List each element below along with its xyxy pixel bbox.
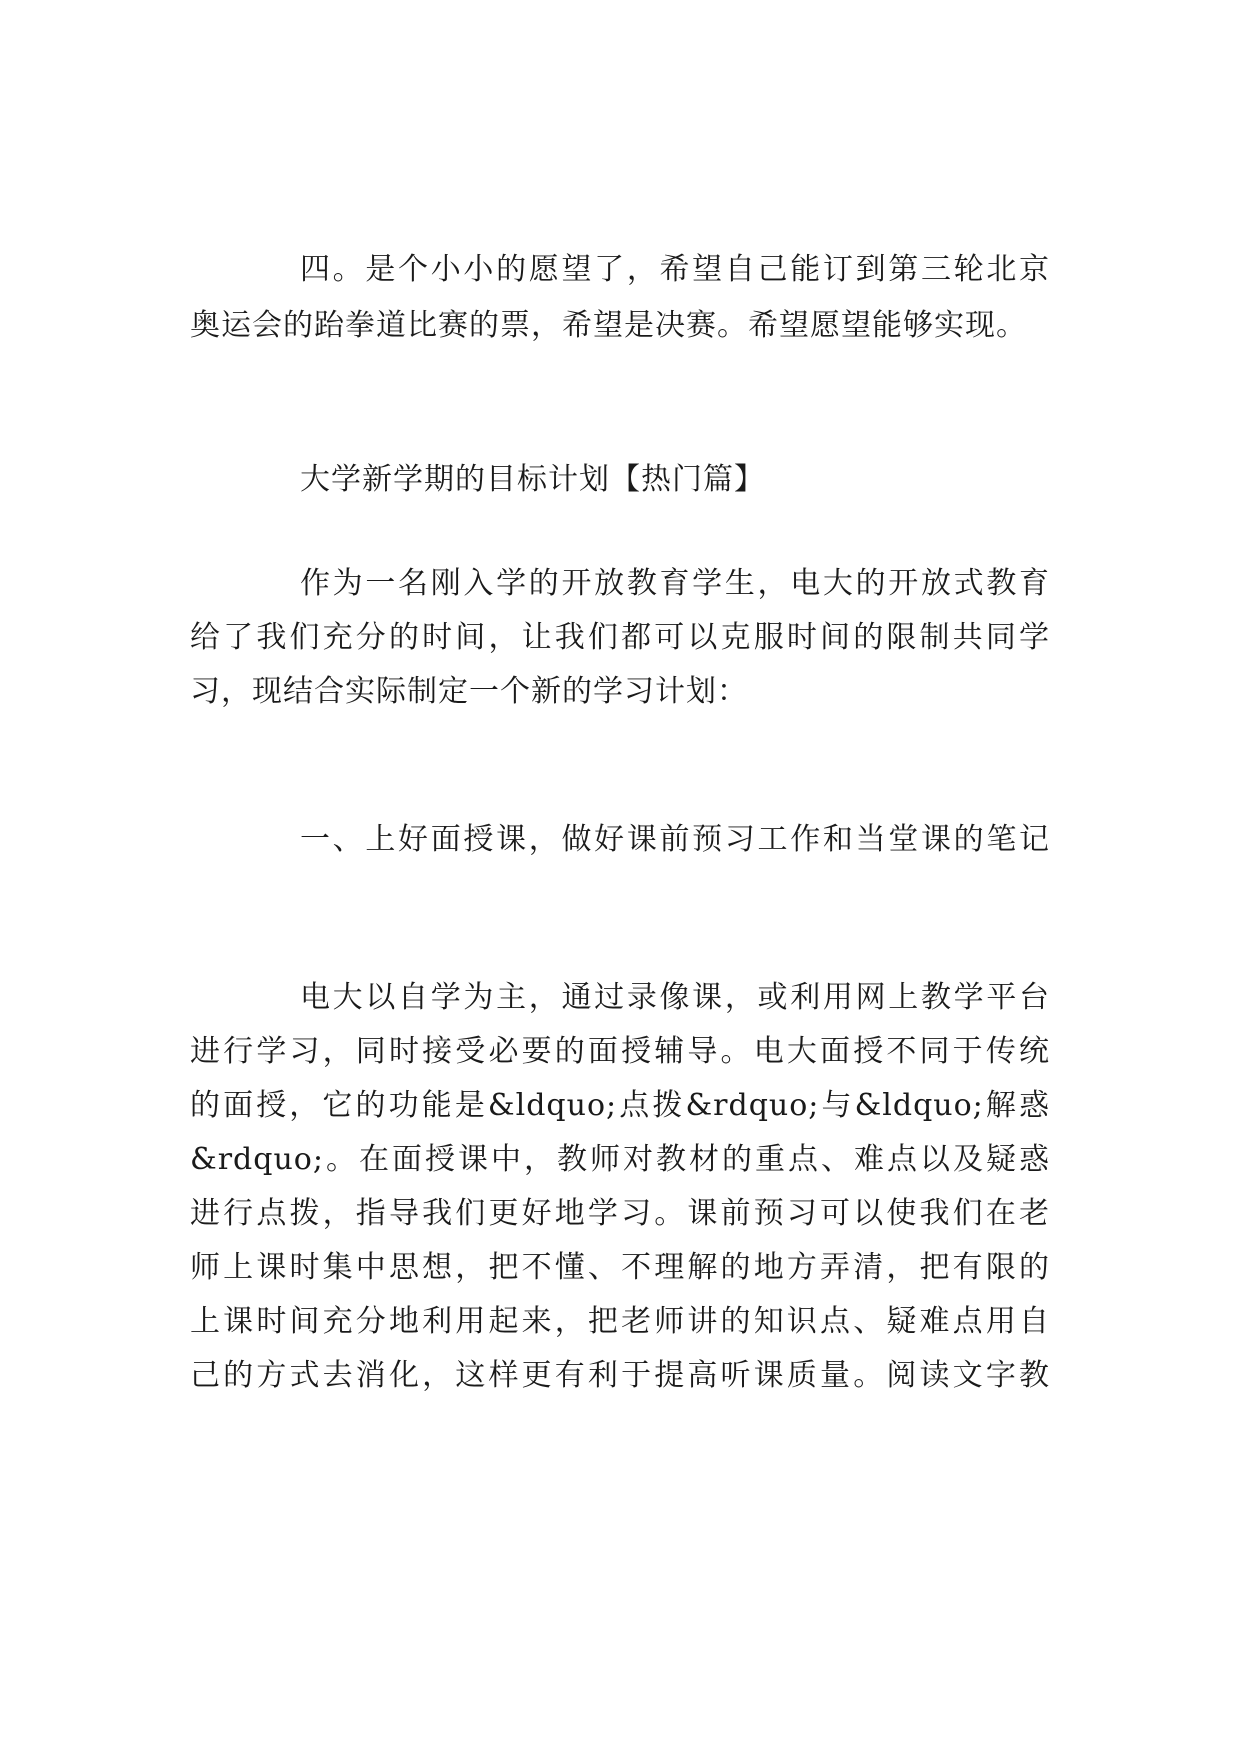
paragraph-3-line-7: 上课时间充分地利用起来，把老师讲的知识点、疑难点用自 [190, 1304, 1050, 1339]
paragraph-3-line-4: &rdquo;。在面授课中，教师对教材的重点、难点以及疑惑 [190, 1142, 1050, 1177]
paragraph-3-line-6: 师上课时集中思想，把不懂、不理解的地方弄清，把有限的 [190, 1250, 1050, 1285]
paragraph-3-line-3: 的面授，它的功能是&ldquo;点拨&rdquo;与&ldquo;解惑 [190, 1088, 1050, 1123]
section-heading: 大学新学期的目标计划【热门篇】 [300, 462, 765, 497]
paragraph-1-line-2: 奥运会的跆拳道比赛的票，希望是决赛。希望愿望能够实现。 [190, 308, 1027, 343]
subheading-1: 一、上好面授课，做好课前预习工作和当堂课的笔记 [300, 822, 1050, 857]
paragraph-2-line-1: 作为一名刚入学的开放教育学生，电大的开放式教育 [300, 566, 1050, 601]
paragraph-3-line-2: 进行学习，同时接受必要的面授辅导。电大面授不同于传统 [190, 1034, 1050, 1069]
paragraph-3-line-8: 己的方式去消化，这样更有利于提高听课质量。阅读文字教 [190, 1358, 1050, 1393]
paragraph-3-line-5: 进行点拨，指导我们更好地学习。课前预习可以使我们在老 [190, 1196, 1050, 1231]
paragraph-2-line-2: 给了我们充分的时间，让我们都可以克服时间的限制共同学 [190, 620, 1050, 655]
paragraph-2-line-3: 习，现结合实际制定一个新的学习计划： [190, 674, 748, 709]
paragraph-3-line-1: 电大以自学为主，通过录像课，或利用网上教学平台 [300, 980, 1050, 1015]
paragraph-1-line-1: 四。是个小小的愿望了，希望自己能订到第三轮北京 [300, 252, 1050, 287]
